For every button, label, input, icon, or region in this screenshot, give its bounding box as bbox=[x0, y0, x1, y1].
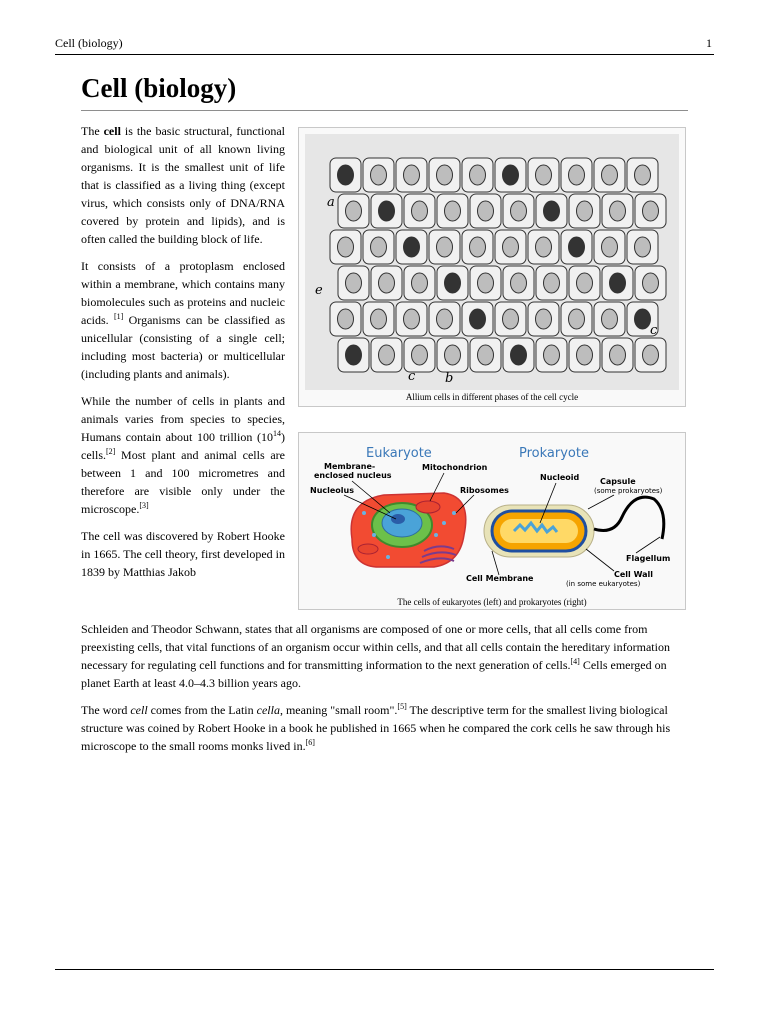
label-membrane: Membrane- bbox=[324, 462, 376, 471]
label-nucleoid: Nucleoid bbox=[540, 473, 580, 482]
cell-nucleus bbox=[602, 309, 618, 329]
text: , meaning "small room". bbox=[279, 703, 398, 717]
text: Schleiden and Theodor Schwann, states that all organisms are composed of one or more cells, that all cells come from preexisting cells, that vital functions of an organism occur within cells, and that all cells contain the hereditary information necessary for regulating cell functions and for transmitting information to the next generation of cells. bbox=[81, 622, 670, 672]
cell-nucleus bbox=[338, 165, 354, 185]
exponent: 14 bbox=[273, 429, 281, 438]
cell-nucleus bbox=[470, 165, 486, 185]
cell-nucleus bbox=[445, 273, 461, 293]
footer-rule bbox=[55, 969, 714, 970]
paragraph-intro bbox=[81, 122, 285, 248]
cell-nucleus bbox=[602, 165, 618, 185]
text: It consists of a protoplasm enclosed within a membrane, which contains many biomolecules such as proteins and nucleic acids. bbox=[81, 259, 285, 327]
italic-term: cell bbox=[130, 703, 148, 717]
paragraph-etymology bbox=[81, 701, 688, 755]
page-number: 1 bbox=[706, 36, 712, 50]
eukaryote-prokaryote-diagram bbox=[304, 439, 680, 595]
text: is the basic structural, functional and biological unit of all known living organisms. It is the smallest unit of life that is classified as a living thing (except virus, which consists only of DNA/RNA covered by protein and lipids), and is often called the building block of life. bbox=[81, 124, 285, 246]
figure-caption: Allium cells in different phases of the cell cycle bbox=[405, 392, 579, 402]
text: Organisms can be classified as unicellular (consisting of a single cell; including most bacteria) or multicellular (including plants and animals). bbox=[81, 313, 285, 381]
narrow-column bbox=[81, 122, 285, 581]
cell-nucleus bbox=[404, 165, 420, 185]
cell-nucleus bbox=[379, 201, 395, 221]
figure-cell-types bbox=[298, 432, 686, 610]
cell-nucleus bbox=[437, 237, 453, 257]
cell-nucleus bbox=[437, 165, 453, 185]
cell-nucleus bbox=[511, 273, 527, 293]
citation-link[interactable]: [4] bbox=[570, 657, 580, 666]
cell-nucleus bbox=[569, 237, 585, 257]
cell-nucleus bbox=[511, 201, 527, 221]
heading-eukaryote: Eukaryote bbox=[366, 446, 432, 461]
label-letter: a bbox=[327, 195, 335, 210]
label-capsule-note: (some prokaryotes) bbox=[594, 487, 663, 495]
prokaryote-cell bbox=[484, 497, 664, 557]
cell-nucleus bbox=[445, 345, 461, 365]
label-cell-wall: Cell Wall bbox=[614, 570, 653, 579]
cell-nucleus bbox=[371, 309, 387, 329]
paragraph-cell-count bbox=[81, 392, 285, 518]
label-letter: e bbox=[315, 283, 323, 298]
cell-nucleus bbox=[346, 201, 362, 221]
text: comes from the Latin bbox=[147, 703, 257, 717]
citation-link[interactable]: [6] bbox=[305, 738, 315, 747]
cell-nucleus bbox=[379, 345, 395, 365]
cell-nucleus bbox=[577, 345, 593, 365]
text: The word bbox=[81, 703, 131, 717]
allium-cells-image bbox=[305, 134, 679, 390]
cell-nucleus bbox=[544, 273, 560, 293]
text: The bbox=[81, 124, 104, 138]
cell-nucleus bbox=[478, 345, 494, 365]
cell-nucleus bbox=[536, 237, 552, 257]
label-nucleolus: Nucleolus bbox=[310, 486, 354, 495]
label-flagellum: Flagellum bbox=[626, 554, 671, 563]
eukaryote-cell bbox=[351, 493, 466, 567]
label-cell-membrane: Cell Membrane bbox=[466, 574, 534, 583]
label-letter: c bbox=[650, 323, 658, 338]
full-width-column bbox=[81, 620, 688, 764]
label-ribosomes: Ribosomes bbox=[460, 486, 509, 495]
cell-nucleus bbox=[610, 201, 626, 221]
cell-nucleus bbox=[412, 345, 428, 365]
text: Cells emerged on planet Earth at least 4.0–4.3 billion years ago. bbox=[81, 658, 667, 690]
cell-nucleus bbox=[404, 309, 420, 329]
citation-link[interactable]: [3] bbox=[139, 501, 149, 510]
paragraph-discovery-start: The cell was discovered by Robert Hooke in 1665. The cell theory, first developed in 1839 by Matthias Jakob bbox=[81, 529, 285, 579]
cell-nucleus bbox=[346, 273, 362, 293]
cell-nucleus bbox=[610, 345, 626, 365]
cell-nucleus bbox=[437, 309, 453, 329]
cell-nucleus bbox=[544, 345, 560, 365]
cell-nucleus bbox=[371, 237, 387, 257]
paragraph-protoplasm bbox=[81, 257, 285, 383]
cell-nucleus bbox=[643, 345, 659, 365]
label-letter: b bbox=[445, 371, 454, 386]
paragraph-cell-theory bbox=[81, 620, 688, 692]
cell-nucleus bbox=[470, 309, 486, 329]
cell-nucleus bbox=[503, 165, 519, 185]
citation-link[interactable]: [1] bbox=[113, 312, 124, 321]
cell-nucleus bbox=[635, 309, 651, 329]
cell-nucleus bbox=[511, 345, 527, 365]
citation-link[interactable]: [2] bbox=[106, 447, 116, 456]
text: ) cells. bbox=[81, 430, 285, 462]
cell-nucleus bbox=[569, 309, 585, 329]
cell-nucleus bbox=[478, 201, 494, 221]
cell-nucleus bbox=[536, 309, 552, 329]
cell-nucleus bbox=[404, 237, 420, 257]
term-cell: cell bbox=[103, 124, 121, 138]
cell-nucleus bbox=[635, 165, 651, 185]
citation-link[interactable]: [5] bbox=[397, 702, 407, 711]
cell-nucleus bbox=[503, 237, 519, 257]
cell-nucleus bbox=[536, 165, 552, 185]
cell-nucleus bbox=[577, 201, 593, 221]
cell-nucleus bbox=[379, 273, 395, 293]
figure-caption: The cells of eukaryotes (left) and prokaryotes (right) bbox=[397, 597, 587, 607]
running-head-title: Cell (biology) bbox=[55, 36, 123, 50]
cell-nucleus bbox=[338, 309, 354, 329]
cell-nucleus bbox=[412, 273, 428, 293]
cell-nucleus bbox=[412, 201, 428, 221]
cell-nucleus bbox=[602, 237, 618, 257]
cell-nucleus bbox=[544, 201, 560, 221]
cell-nucleus bbox=[478, 273, 494, 293]
label-cell-wall-note: (in some eukaryotes) bbox=[566, 580, 641, 588]
label-membrane: enclosed nucleus bbox=[314, 471, 392, 480]
page-title: Cell (biology) bbox=[81, 73, 688, 111]
text: The descriptive term for the smallest living biological structure was coined by Robert Hooke in a book he published in 1665 when he compared the cork cells he saw through his microscope to the small rooms monks lived in. bbox=[81, 703, 671, 753]
cell-nucleus bbox=[635, 237, 651, 257]
cell-nucleus bbox=[643, 273, 659, 293]
label-capsule: Capsule bbox=[600, 477, 636, 486]
cell-nucleus bbox=[569, 165, 585, 185]
italic-term: cella bbox=[256, 703, 280, 717]
heading-prokaryote: Prokaryote bbox=[519, 446, 589, 461]
figure-allium-cells bbox=[298, 127, 686, 407]
label-mitochondrion: Mitochondrion bbox=[422, 463, 488, 472]
cell-nucleus bbox=[346, 345, 362, 365]
cell-nucleus bbox=[470, 237, 486, 257]
cell-nucleus bbox=[503, 309, 519, 329]
text: Most plant and animal cells are between 1 and 100 micrometres and therefore are visible only under the microscope. bbox=[81, 448, 285, 516]
cell-nucleus bbox=[445, 201, 461, 221]
label-letter: c bbox=[408, 369, 416, 384]
running-head bbox=[55, 36, 714, 55]
cell-nucleus bbox=[610, 273, 626, 293]
cell-nucleus bbox=[643, 201, 659, 221]
cell-nucleus bbox=[577, 273, 593, 293]
cell-nucleus bbox=[338, 237, 354, 257]
cell-nucleus bbox=[371, 165, 387, 185]
text: While the number of cells in plants and animals varies from species to species, Humans contain about 100 trillion (10 bbox=[81, 394, 285, 444]
